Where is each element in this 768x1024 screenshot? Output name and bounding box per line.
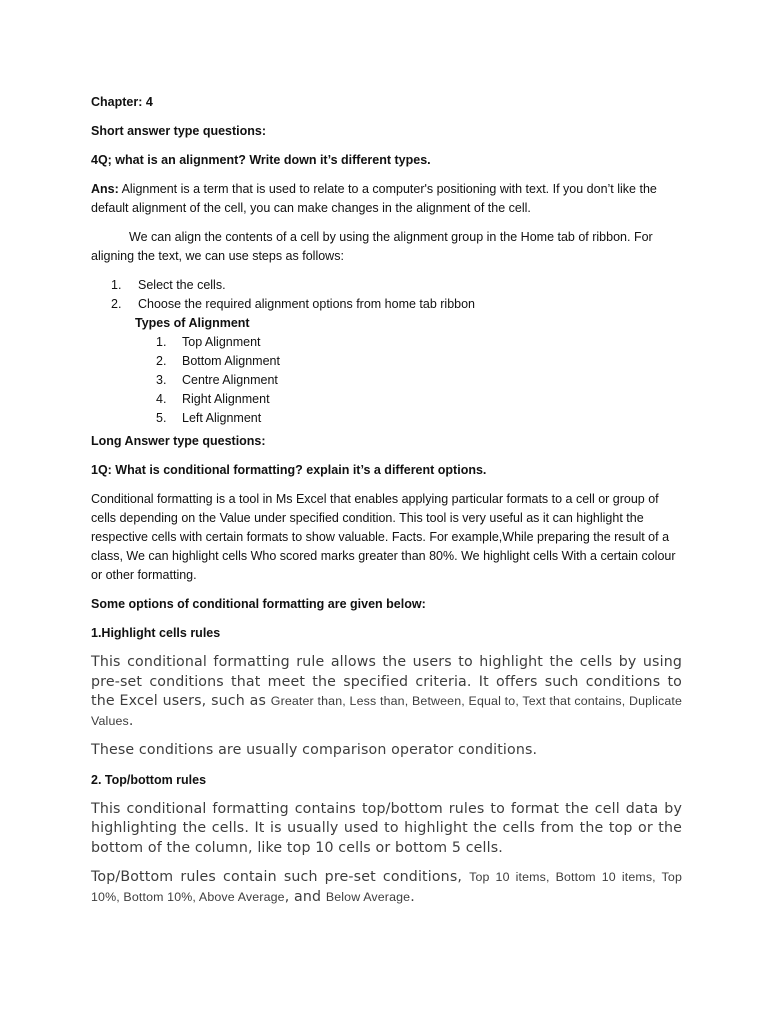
answer-text: Alignment is a term that is used to relate to a computer's positioning with text. If you don’t like the default alignment of the cell, you can make changes in the alignment of the cell. [91, 182, 657, 215]
types-list [91, 333, 682, 428]
list-text: Bottom Alignment [182, 354, 280, 368]
option-2-paragraph: This conditional formatting contains top/bottom rules to format the cell data by highlighting the cells. It is usually used to highlight the cells from the top or the bottom of the column, like top 10 cells or bottom 5 cells. [91, 800, 682, 856]
option-2-end: . [410, 888, 415, 905]
short-answer-heading: Short answer type questions: [91, 124, 267, 138]
list-item [91, 371, 682, 390]
answer-paragraph [91, 180, 682, 218]
long-answer-heading: Long Answer type questions: [91, 434, 266, 448]
list-number: 4. [156, 392, 167, 406]
list-text: Centre Alignment [182, 373, 278, 387]
list-text: Select the cells. [138, 278, 226, 292]
alignment-paragraph: We can align the contents of a cell by using the alignment group in the Home tab of ribbon. For aligning the text, we can use steps as follows: [91, 230, 653, 263]
list-number: 2. [156, 354, 167, 368]
list-number: 5. [156, 411, 167, 425]
question-4q: 4Q; what is an alignment? Write down it’s different types. [91, 153, 431, 167]
list-item [91, 333, 682, 352]
option-1-conditions: Greater than, Less than, Between, Equal to, Text that contains, Duplicate Values [91, 694, 682, 728]
list-item [91, 295, 682, 314]
list-number: 1. [111, 278, 122, 292]
list-item [91, 352, 682, 371]
steps-list [91, 276, 682, 314]
option-1-note: These conditions are usually comparison operator conditions. [91, 742, 538, 758]
option-1-end: . [128, 712, 134, 729]
option-1-text: This conditional formatting rule allows the users to highlight the cells by using pre-set conditions that meet the specified criteria. It offers such conditions to the Excel users, such as [91, 654, 682, 709]
types-heading: Types of Alignment [135, 316, 250, 330]
list-item [91, 390, 682, 409]
option-2-heading: 2. Top/bottom rules [91, 772, 207, 787]
list-number: 2. [111, 297, 122, 311]
list-text: Choose the required alignment options from home tab ribbon [138, 297, 476, 311]
option-2-last-condition: Below Average [325, 889, 411, 904]
list-text: Top Alignment [182, 335, 261, 349]
chapter-title: Chapter: 4 [91, 95, 153, 109]
option-2-conditions: Top 10 items, Bottom 10 items, Top 10%, Bottom 10%, Above Average [91, 870, 682, 904]
list-text: Right Alignment [182, 392, 270, 406]
answer-label: Ans: [91, 182, 119, 196]
option-2-and: , and [284, 888, 326, 905]
list-item [91, 276, 682, 295]
list-number: 3. [156, 373, 167, 387]
list-number: 1. [156, 335, 167, 349]
list-text: Left Alignment [182, 411, 262, 425]
option-2-conditions-paragraph [91, 868, 682, 907]
option-2-text: Top/Bottom rules contain such pre-set conditions, [91, 869, 470, 885]
option-1-paragraph [91, 653, 682, 731]
options-heading: Some options of conditional formatting are given below: [91, 597, 426, 611]
question-1q: 1Q: What is conditional formatting? explain it’s a different options. [91, 463, 487, 477]
list-item [91, 409, 682, 428]
option-1-heading: 1.Highlight cells rules [91, 626, 221, 640]
conditional-formatting-paragraph: Conditional formatting is a tool in Ms Excel that enables applying particular formats to a cell or group of cells depending on the Value under specified condition. This tool is very useful as it can highlight the respective cells with certain formats to show valuable. Facts. For example,While preparing the result of a class, We can highlight cells Who scored marks greater than 80%. We highlight cells With a certain colour or other formatting. [91, 492, 676, 582]
